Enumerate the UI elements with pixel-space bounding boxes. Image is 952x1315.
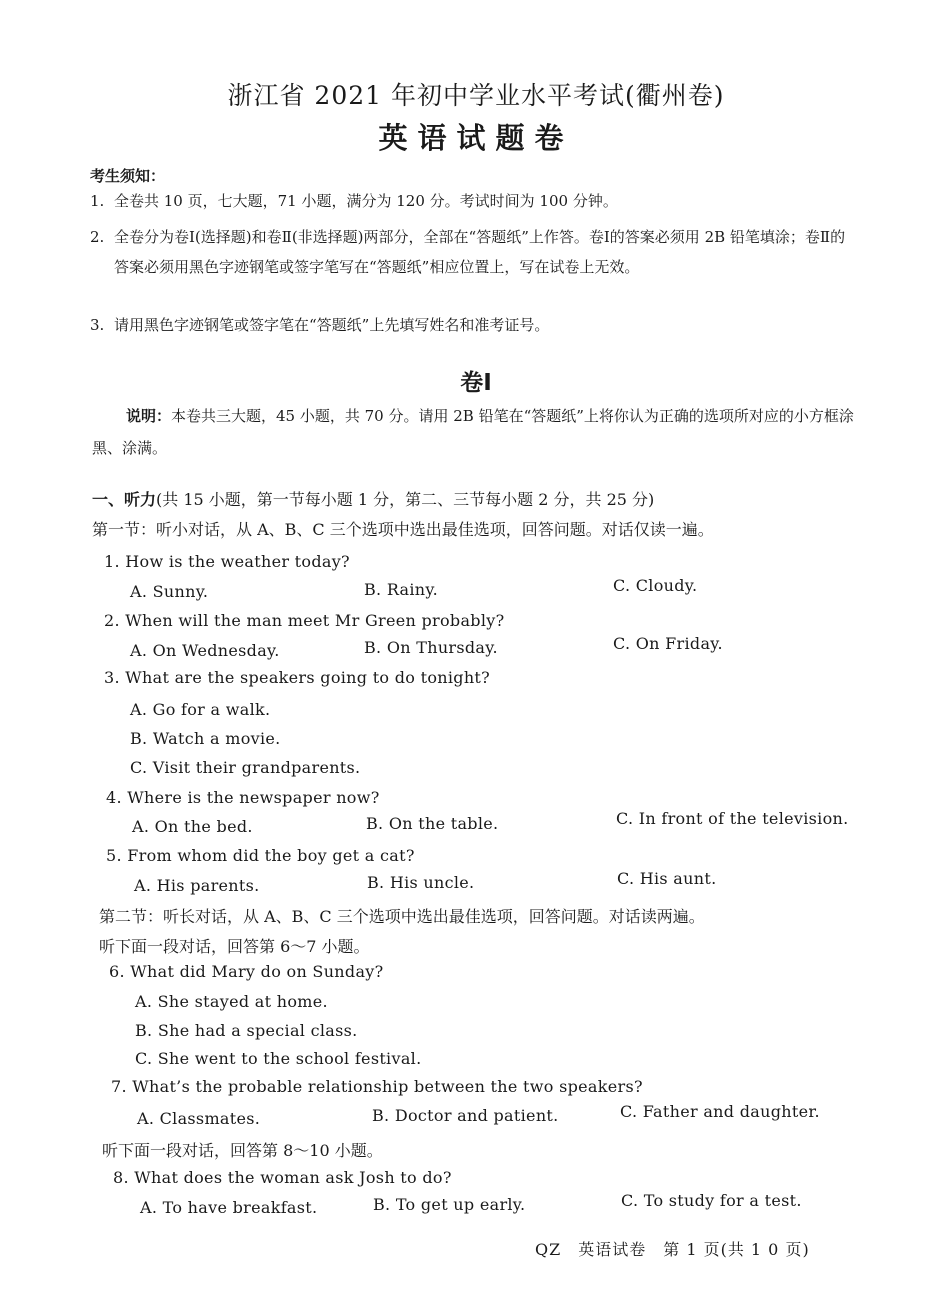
question-number: 7. [111,1077,127,1096]
option: C. She went to the school festival. [135,1049,422,1068]
question [104,552,350,571]
exam-title: 浙江省 2021 年初中学业水平考试(衢州卷) [227,81,725,110]
question [113,1168,452,1187]
notice-item [90,222,860,282]
question-number: 2. [104,611,120,630]
question-text: What does the woman ask Josh to do? [134,1168,452,1187]
option: C. Father and daughter. [620,1102,820,1121]
question [106,788,380,807]
question-number: 6. [109,962,125,981]
paper-title: 英语试题卷 [378,121,574,155]
option: C. In front of the television. [616,809,849,828]
notice-item-text: 全卷共 10 页，七大题，71 小题，满分为 120 分。考试时间为 100 分钟。 [114,192,618,210]
question-number: 4. [106,788,122,807]
question-number: 5. [106,846,122,865]
option: A. Classmates. [137,1109,261,1128]
question-text: When will the man meet Mr Green probably? [125,611,505,630]
option: A. On Wednesday. [130,641,280,660]
question-number: 1. [104,552,120,571]
section-title [92,487,654,510]
option: A. Sunny. [130,582,209,601]
question-text: What are the speakers going to do tonight? [125,668,491,687]
question-number: 8. [113,1168,129,1187]
question-text: What did Mary do on Sunday? [130,962,384,981]
option: C. Visit their grandparents. [130,758,361,777]
notice-item-number: 3. [90,316,105,334]
option: C. On Friday. [613,634,723,653]
question-text: From whom did the boy get a cat? [127,846,415,865]
option: C. To study for a test. [621,1191,802,1210]
option: B. Rainy. [364,580,439,599]
option: B. To get up early. [373,1195,526,1214]
notice-item [90,310,860,340]
option: C. Cloudy. [613,576,698,595]
option: A. His parents. [134,876,260,895]
notice-item-number: 2. [90,228,105,246]
explain-text: 本卷共三大题，45 小题，共 70 分。请用 2B 铅笔在“答题纸”上将你认为正确的选项所对应的小方框涂黑、涂满。 [92,407,854,457]
question-text: Where is the newspaper now? [127,788,380,807]
question-text: What’s the probable relationship between the two speakers? [132,1077,643,1096]
volume-explanation [92,400,862,464]
option: B. On the table. [366,814,499,833]
question-number: 3. [104,668,120,687]
option: A. She stayed at home. [135,992,328,1011]
option: C. His aunt. [617,869,717,888]
group1-instruction: 听下面一段对话，回答第 6～7 小题。 [99,937,370,956]
question [109,962,384,981]
question [106,846,415,865]
group2-instruction: 听下面一段对话，回答第 8～10 小题。 [102,1141,383,1160]
explain-label: 说明： [126,407,172,425]
notice-heading: 考生须知： [90,167,166,185]
question-text: How is the weather today? [125,552,350,571]
section-title-label: 一、听力 [92,490,157,509]
page-footer: QZ 英语试卷 第 1 页(共 1 0 页) [535,1240,810,1259]
option: B. She had a special class. [135,1021,358,1040]
section-title-note: (共 15 小题，第一节每小题 1 分，第二、三节每小题 2 分，共 25 分) [156,490,655,509]
question [111,1077,643,1096]
part1-instruction: 第一节：听小对话，从 A、B、C 三个选项中选出最佳选项，回答问题。对话仅读一遍。 [92,520,714,539]
notice-item-text: 请用黑色字迹钢笔或签字笔在“答题纸”上先填写姓名和准考证号。 [114,316,550,334]
part2-instruction: 第二节：听长对话，从 A、B、C 三个选项中选出最佳选项，回答问题。对话读两遍。 [99,907,705,926]
option: B. Doctor and patient. [372,1106,559,1125]
volume-title: 卷Ⅰ [460,370,492,396]
option: B. On Thursday. [364,638,498,657]
question [104,611,504,630]
question [104,668,490,687]
notice-item-text: 全卷分为卷Ⅰ(选择题)和卷Ⅱ(非选择题)两部分，全部在“答题纸”上作答。卷Ⅰ的答案必须用 2B 铅笔填涂；卷Ⅱ的答案必须用黑色字迹钢笔或签字笔写在“答题纸”相应位置上，写在试卷上无效。 [114,228,846,276]
notice-item [90,186,860,216]
option: A. Go for a walk. [130,700,271,719]
option: A. On the bed. [132,817,253,836]
notice-item-number: 1. [90,192,105,210]
option: B. Watch a movie. [130,729,281,748]
option: B. His uncle. [367,873,475,892]
option: A. To have breakfast. [140,1198,318,1217]
